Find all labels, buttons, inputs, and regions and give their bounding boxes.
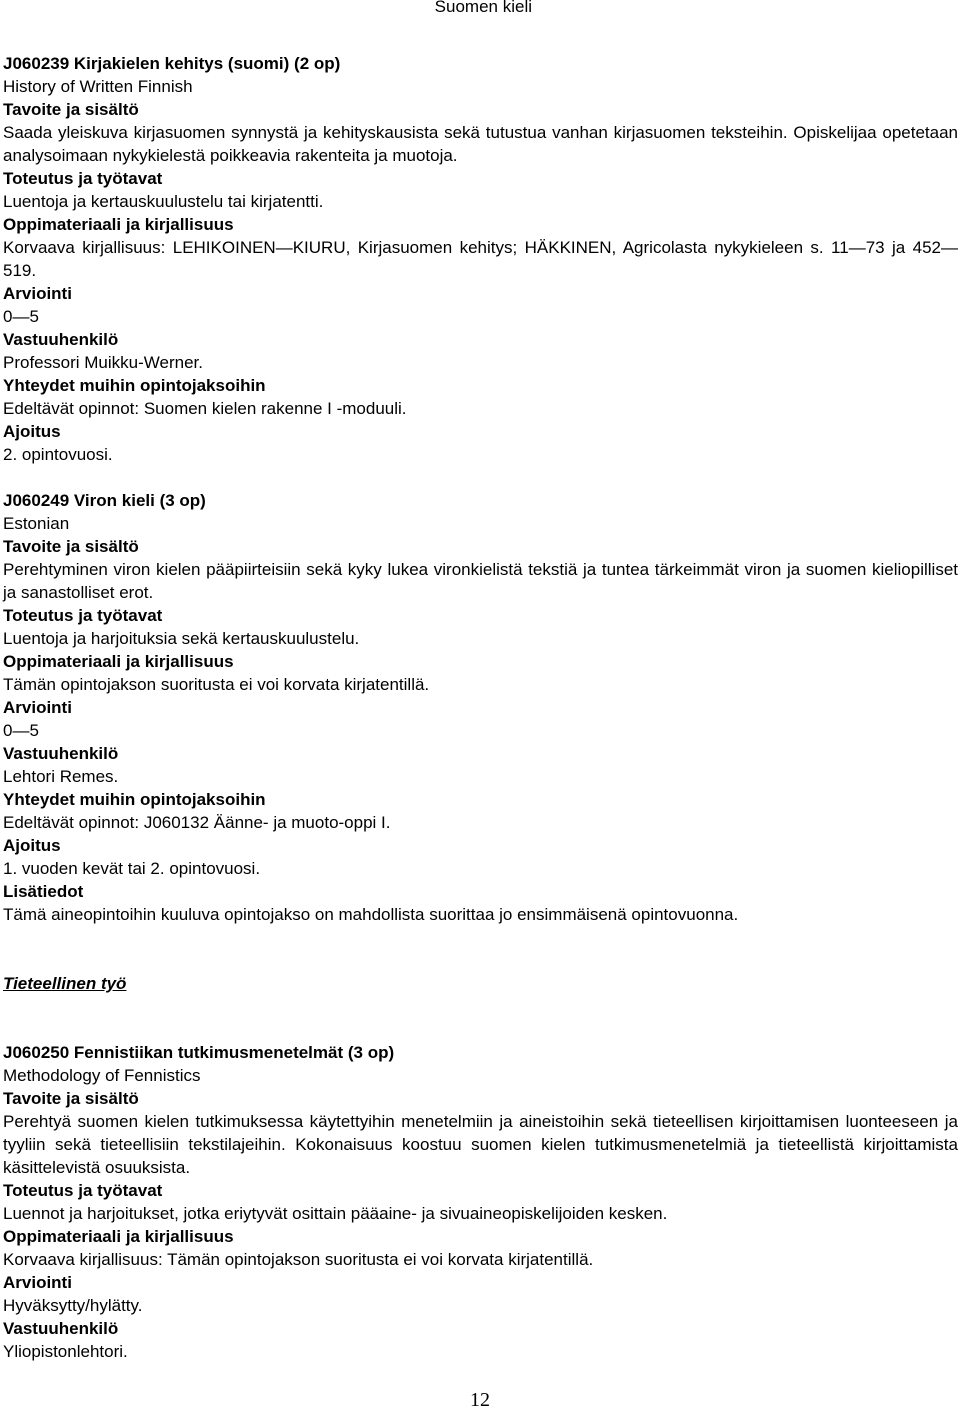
implementation-heading: Toteutus ja työtavat <box>3 606 163 625</box>
materials-text: Korvaava kirjallisuus: Tämän opintojakson suoritusta ei voi korvata kirjatentillä. <box>3 1250 594 1269</box>
implementation-heading: Toteutus ja työtavat <box>3 169 163 188</box>
goals-heading: Tavoite ja sisältö <box>3 1089 139 1108</box>
course-english-title: Estonian <box>3 514 70 533</box>
document-body <box>3 52 958 1363</box>
goals-text: Perehtyä suomen kielen tutkimuksessa käytettyihin menetelmiin ja aineistoihin sekä tieteellisen kirjoittamisen luonteeseen ja tyyliin sekä tieteellisiin tekstilajeihin. Kokonaisuus koostuu suomen kielen tutkimusmenetelmiä ja tieteellistä kirjoittamista käsittelevistä osuuksista. <box>3 1112 958 1177</box>
course-title: J060239 Kirjakielen kehitys (suomi) (2 op) <box>3 54 341 73</box>
relations-heading: Yhteydet muihin opintojaksoihin <box>3 376 266 395</box>
grading-heading: Arviointi <box>3 1273 72 1292</box>
grading-heading: Arviointi <box>3 284 72 303</box>
goals-text: Saada yleiskuva kirjasuomen synnystä ja kehityskausista sekä tutustua vanhan kirjasuomen teksteihin. Opiskelijaa opetetaan analysoimaan nykykielestä poikkeavia rakenteita ja muotoja. <box>3 123 958 165</box>
grading-heading: Arviointi <box>3 698 72 717</box>
materials-heading: Oppimateriaali ja kirjallisuus <box>3 1227 234 1246</box>
grading-text: Hyväksytty/hylätty. <box>3 1296 143 1315</box>
materials-text: Tämän opintojakson suoritusta ei voi korvata kirjatentillä. <box>3 675 430 694</box>
materials-text: Korvaava kirjallisuus: LEHIKOINEN—KIURU, Kirjasuomen kehitys; HÄKKINEN, Agricolasta nykykieleen s. 11—73 ja 452—519. <box>3 238 958 280</box>
grading-text: 0—5 <box>3 721 39 740</box>
responsible-text: Yliopistonlehtori. <box>3 1342 128 1361</box>
timing-text: 1. vuoden kevät tai 2. opintovuosi. <box>3 859 261 878</box>
goals-heading: Tavoite ja sisältö <box>3 537 139 556</box>
section-heading-tieteellinen-tyo: Tieteellinen työ <box>3 974 127 993</box>
course-kirjakielen-kehitys <box>3 52 958 466</box>
relations-text: Edeltävät opinnot: J060132 Äänne- ja muoto-oppi I. <box>3 813 391 832</box>
relations-text: Edeltävät opinnot: Suomen kielen rakenne I -moduuli. <box>3 399 407 418</box>
implementation-text: Luentoja ja harjoituksia sekä kertauskuulustelu. <box>3 629 360 648</box>
running-header: Suomen kieli <box>434 0 532 16</box>
course-title: J060249 Viron kieli (3 op) <box>3 491 206 510</box>
page-number: 12 <box>470 1389 490 1411</box>
course-english-title: History of Written Finnish <box>3 77 193 96</box>
implementation-heading: Toteutus ja työtavat <box>3 1181 163 1200</box>
timing-text: 2. opintovuosi. <box>3 445 113 464</box>
grading-text: 0—5 <box>3 307 39 326</box>
additional-info-heading: Lisätiedot <box>3 882 84 901</box>
responsible-heading: Vastuuhenkilö <box>3 1319 119 1338</box>
responsible-text: Professori Muikku-Werner. <box>3 353 203 372</box>
materials-heading: Oppimateriaali ja kirjallisuus <box>3 215 234 234</box>
course-title: J060250 Fennistiikan tutkimusmenetelmät (3 op) <box>3 1043 395 1062</box>
timing-heading: Ajoitus <box>3 836 61 855</box>
implementation-text: Luentoja ja kertauskuulustelu tai kirjatentti. <box>3 192 324 211</box>
course-viron-kieli <box>3 489 958 926</box>
relations-heading: Yhteydet muihin opintojaksoihin <box>3 790 266 809</box>
timing-heading: Ajoitus <box>3 422 61 441</box>
additional-info-text: Tämä aineopintoihin kuuluva opintojakso on mahdollista suorittaa jo ensimmäisenä opintovuonna. <box>3 905 739 924</box>
responsible-heading: Vastuuhenkilö <box>3 744 119 763</box>
responsible-heading: Vastuuhenkilö <box>3 330 119 349</box>
goals-heading: Tavoite ja sisältö <box>3 100 139 119</box>
implementation-text: Luennot ja harjoitukset, jotka eriytyvät osittain pääaine- ja sivuaineopiskelijoiden kesken. <box>3 1204 668 1223</box>
responsible-text: Lehtori Remes. <box>3 767 119 786</box>
materials-heading: Oppimateriaali ja kirjallisuus <box>3 652 234 671</box>
course-fennistiikan-tutkimusmenetelmat <box>3 1041 958 1363</box>
course-english-title: Methodology of Fennistics <box>3 1066 201 1085</box>
goals-text: Perehtyminen viron kielen pääpiirteisiin sekä kyky lukea vironkielistä tekstiä ja tuntea tärkeimmät viron ja suomen kieliopilliset ja sanastolliset erot. <box>3 560 958 602</box>
